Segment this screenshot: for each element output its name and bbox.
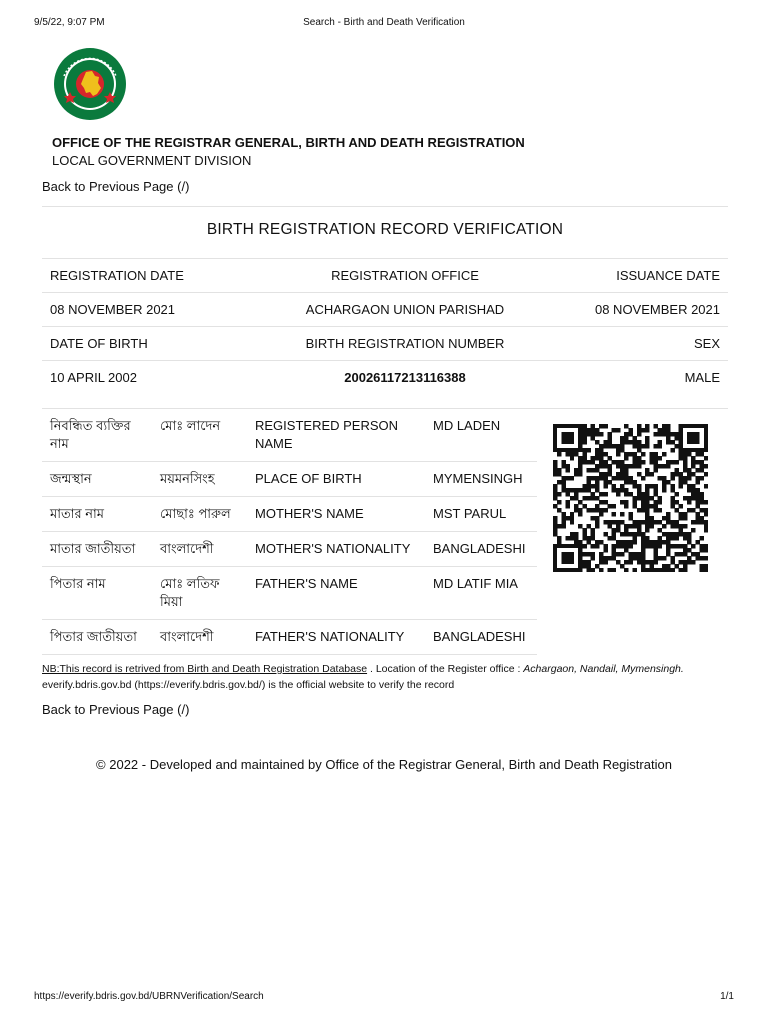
page-heading: BIRTH REGISTRATION RECORD VERIFICATION [206,221,564,238]
organization-name: OFFICE OF THE REGISTRAR GENERAL, BIRTH AND DEATH REGISTRATION [52,135,525,150]
meta-label: DATE OF BIRTH [42,327,268,361]
meta-label: REGISTRATION OFFICE [268,259,542,293]
divider [42,206,728,207]
print-page-title: Search - Birth and Death Verification [303,17,465,28]
english-value: BANGLADESHI [425,620,537,655]
bangla-label: জন্মস্থান [42,462,152,497]
table-row [42,293,728,327]
person-details-table [42,408,537,655]
back-to-previous-link[interactable]: Back to Previous Page (/) [42,179,190,194]
english-label: FATHER'S NAME [247,567,425,620]
registration-office-value: ACHARGAON UNION PARISHAD [268,293,542,327]
bangla-label: মাতার জাতীয়তা [42,532,152,567]
bangla-label: পিতার জাতীয়তা [42,620,152,655]
english-value: MD LATIF MIA [425,567,537,620]
print-datetime: 9/5/22, 9:07 PM [34,17,105,28]
print-footer [34,991,734,1005]
print-header [34,17,734,31]
note-source: NB:This record is retrived from Birth and Death Registration Database [42,663,368,675]
registration-date-value: 08 NOVEMBER 2021 [42,293,268,327]
bangla-value: মোছাঃ পারুল [152,497,247,532]
organization-block [52,134,525,170]
table-row [42,327,728,361]
qr-code-icon [553,424,708,572]
back-to-previous-link[interactable]: Back to Previous Page (/) [42,702,190,717]
registration-meta-table [42,258,728,394]
verification-note [42,661,728,693]
bangla-value: মোঃ লতিফ মিয়া [152,567,247,620]
english-label: REGISTERED PERSON NAME [247,409,425,462]
issuance-date-value: 08 NOVEMBER 2021 [542,293,728,327]
note-location-prefix: . Location of the Register office : [367,663,524,675]
bangla-value: মোঃ লাদেন [152,409,247,462]
note-location: Achargaon, Nandail, Mymensingh. [523,663,684,675]
bangla-value: বাংলাদেশী [152,532,247,567]
table-row [42,462,537,497]
english-label: FATHER'S NATIONALITY [247,620,425,655]
copyright-footer: © 2022 - Developed and maintained by Office of the Registrar General, Birth and Death Registration [96,757,672,772]
government-seal-logo [52,46,128,122]
meta-label: SEX [542,327,728,361]
meta-label: REGISTRATION DATE [42,259,268,293]
table-row [42,409,537,462]
table-row [42,361,728,395]
meta-label: BIRTH REGISTRATION NUMBER [268,327,542,361]
english-label: MOTHER'S NATIONALITY [247,532,425,567]
english-value: MST PARUL [425,497,537,532]
print-page-number: 1/1 [720,991,734,1002]
bangla-label: পিতার নাম [42,567,152,620]
english-value: BANGLADESHI [425,532,537,567]
table-row [42,259,728,293]
bangla-label: মাতার নাম [42,497,152,532]
english-value: MD LADEN [425,409,537,462]
birth-registration-number-value: 20026117213116388 [268,361,542,395]
organization-division: LOCAL GOVERNMENT DIVISION [52,153,252,168]
bangla-value: ময়মনসিংহ [152,462,247,497]
bangla-value: বাংলাদেশী [152,620,247,655]
sex-value: MALE [542,361,728,395]
table-row [42,497,537,532]
print-url: https://everify.bdris.gov.bd/UBRNVerification/Search [34,991,264,1002]
bangla-label: নিবন্ধিত ব্যক্তির নাম [42,409,152,462]
table-row [42,567,537,620]
table-row [42,532,537,567]
english-label: PLACE OF BIRTH [247,462,425,497]
meta-label: ISSUANCE DATE [542,259,728,293]
date-of-birth-value: 10 APRIL 2002 [42,361,268,395]
table-row [42,620,537,655]
english-value: MYMENSINGH [425,462,537,497]
english-label: MOTHER'S NAME [247,497,425,532]
note-suffix: everify.bdris.gov.bd (https://everify.bdris.gov.bd/) is the official website to verify the record [42,679,455,691]
